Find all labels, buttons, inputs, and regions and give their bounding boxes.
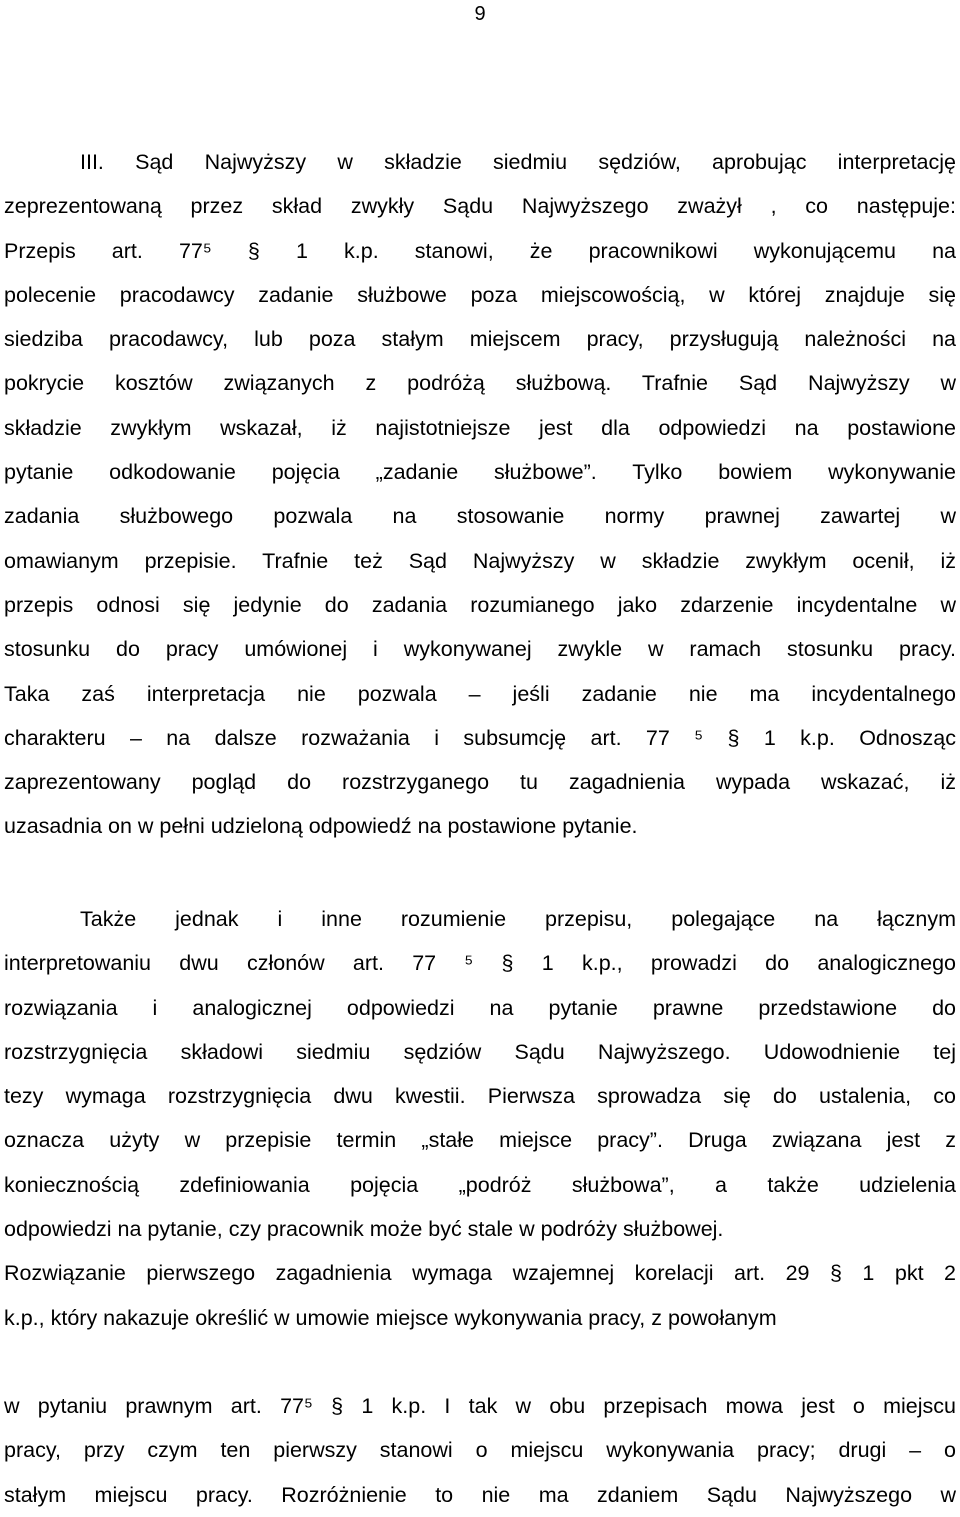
text-line: stosunku do pracy umówionej i wykonywanej zwykle w ramach stosunku pracy. — [4, 637, 956, 662]
text-line: pokrycie kosztów związanych z podróżą służbową. Trafnie Sąd Najwyższy w — [4, 371, 956, 396]
text-line: w pytaniu prawnym art. 77⁵ § 1 k.p. I tak w obu przepisach mowa jest o miejscu — [4, 1394, 956, 1418]
paragraph-1 — [4, 140, 956, 849]
text-line: rozstrzygnięcia składowi siedmiu sędziów Sądu Najwyższego. Udowodnienie tej — [4, 1039, 956, 1064]
text-line: rozwiązania i analogicznej odpowiedzi na pytanie prawne przedstawione do — [4, 995, 956, 1020]
text-line: Taka zaś interpretacja nie pozwala – jeśli zadanie nie ma incydentalnego — [4, 681, 956, 706]
text-line: oznacza użyty w przepisie termin „stałe miejsce pracy”. Druga związana jest z — [4, 1128, 956, 1153]
text-line: zeprezentowaną przez skład zwykły Sądu Najwyższego zważył , co następuje: — [4, 194, 956, 219]
paragraph-3 — [4, 1384, 956, 1517]
text-line: polecenie pracodawcy zadanie służbowe poza miejscowością, w której znajduje się — [4, 282, 956, 307]
text-line: koniecznością zdefiniowania pojęcia „podróż służbowa”, a także udzielenia — [4, 1172, 956, 1197]
text-line: k.p., który nakazuje określić w umowie miejsce wykonywania pracy, z powołanym — [4, 1305, 777, 1330]
text-line: pracy, przy czym ten pierwszy stanowi o miejscu wykonywania pracy; drugi – o — [4, 1438, 956, 1463]
text-line: składzie zwykłym wskazał, iż najistotniejsze jest dla odpowiedzi na postawione — [4, 415, 956, 440]
text-line: zadania służbowego pozwala na stosowanie normy prawnej zawartej w — [4, 504, 956, 529]
text-line: zaprezentowany pogląd do rozstrzyganego tu zagadnienia wypada wskazać, iż — [4, 770, 956, 795]
page-number: 9 — [474, 3, 486, 25]
text-line: interpretowaniu dwu członów art. 77 ⁵ § 1 k.p., prowadzi do analogicznego — [4, 951, 956, 976]
text-line: stałym miejscu pracy. Rozróżnienie to nie ma zdaniem Sądu Najwyższego w — [4, 1482, 956, 1507]
text-line: Także jednak i inne rozumienie przepisu, polegające na łącznym — [80, 907, 956, 931]
text-line: odpowiedzi na pytanie, czy pracownik może być stale w podróży służbowej. — [4, 1217, 724, 1242]
text-line: Przepis art. 77⁵ § 1 k.p. stanowi, że pracownikowi wykonującemu na — [4, 238, 956, 263]
text-line: przepis odnosi się jedynie do zadania rozumianego jako zdarzenie incydentalne w — [4, 592, 956, 617]
text-line: charakteru – na dalsze rozważania i subsumcję art. 77 ⁵ § 1 k.p. Odnosząc — [4, 725, 956, 750]
text-line: uzasadnia on w pełni udzieloną odpowiedź na postawione pytanie. — [4, 814, 638, 839]
text-line: pytanie odkodowanie pojęcia „zadanie służbowe”. Tylko bowiem wykonywanie — [4, 460, 956, 485]
text-line: Rozwiązanie pierwszego zagadnienia wymaga wzajemnej korelacji art. 29 § 1 pkt 2 — [4, 1261, 956, 1286]
paragraph-2 — [4, 897, 956, 1340]
text-line: III. Sąd Najwyższy w składzie siedmiu sędziów, aprobując interpretację — [80, 150, 956, 174]
text-line: omawianym przepisie. Trafnie też Sąd Najwyższy w składzie zwykłym ocenił, iż — [4, 548, 956, 573]
text-line: siedziba pracodawcy, lub poza stałym miejscem pracy, przysługują należności na — [4, 327, 956, 352]
text-line: tezy wymaga rozstrzygnięcia dwu kwestii. Pierwsza sprowadza się do ustalenia, co — [4, 1084, 956, 1109]
